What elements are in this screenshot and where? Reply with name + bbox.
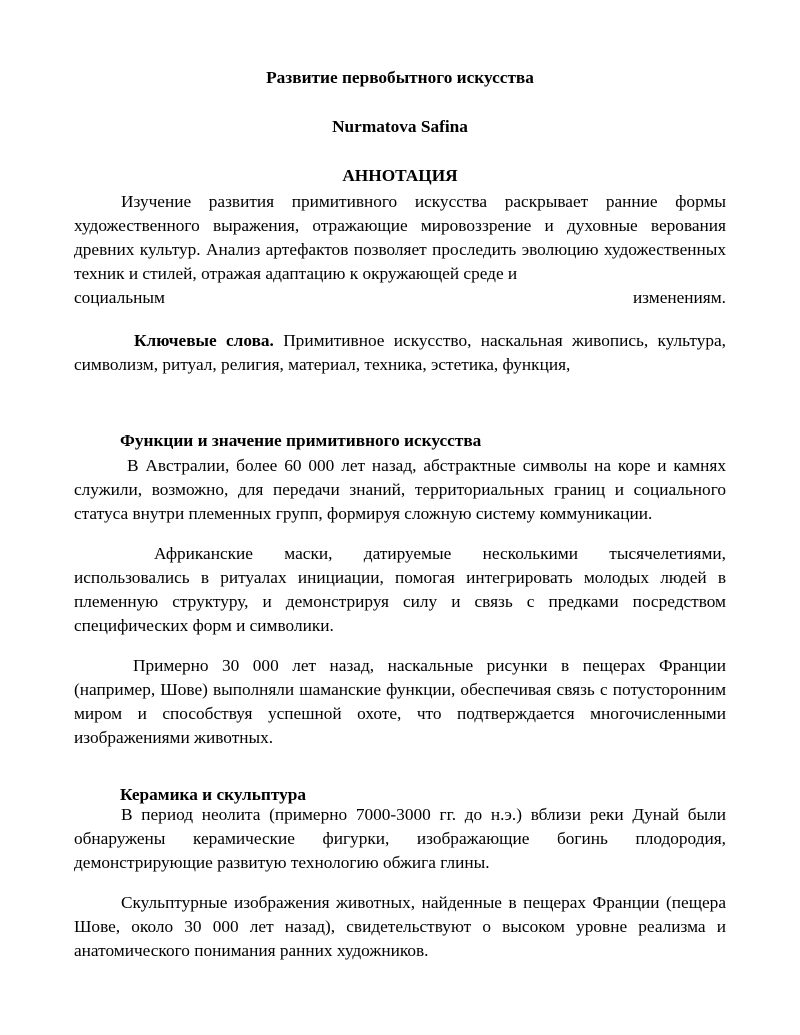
abstract-paragraph: [74, 190, 726, 286]
abstract-text: Изучение развития примитивного искусства раскрывает ранние формы художественного выражения, отражающие мировоззрение и духовные верования древних культур. Анализ артефактов позволяет проследить эволюцию художественных техник и стилей, отражая адаптацию к окружающей среде и: [74, 192, 726, 283]
abstract-last-right: изменениям.: [632, 288, 726, 307]
keywords-label: Ключевые слова.: [134, 331, 274, 350]
section2-paragraph-1: В период неолита (примерно 7000-3000 гг. до н.э.) вблизи реки Дунай были обнаружены керамические фигурки, изображающие богинь плодородия, демонстрирующие развитую технологию обжига глины.: [74, 805, 726, 872]
section1-paragraph-1: В Австралии, более 60 000 лет назад, абстрактные символы на коре и камнях служили, возможно, для передачи знаний, территориальных границ и социального статуса внутри племенных групп, формируя сложную систему коммуникации.: [74, 456, 726, 523]
document-title: Развитие первобытного искусства: [266, 68, 534, 87]
document-author: Nurmatova Safina: [332, 117, 468, 136]
keywords-paragraph: [74, 329, 726, 377]
abstract-last-line: [74, 286, 726, 310]
section2-heading: Керамика и скульптура: [120, 785, 306, 804]
keywords-text: Примитивное искусство, наскальная живопись, культура, символизм, ритуал, религия, материал, техника, эстетика, функция,: [74, 331, 726, 374]
section2-paragraph-2: Скульптурные изображения животных, найденные в пещерах Франции (пещера Шове, около 30 000 лет назад), свидетельствуют о высоком уровне реализма и анатомического понимания ранних художников.: [74, 893, 726, 960]
abstract-last-left: социальным: [74, 288, 165, 307]
section1-heading: Функции и значение примитивного искусства: [120, 431, 482, 450]
section1-paragraph-2: Африканские маски, датируемые несколькими тысячелетиями, использовались в ритуалах инициации, помогая интегрировать молодых людей в племенную структуру, и демонстрируя силу и связь с предками посредством специфических форм и символики.: [74, 544, 726, 635]
section1-paragraph-3: Примерно 30 000 лет назад, наскальные рисунки в пещерах Франции (например, Шове) выполняли шаманские функции, обеспечивая связь с потусторонним миром и способствуя успешной охоте, что подтверждается многочисленными изображениями животных.: [74, 656, 726, 747]
abstract-heading: АННОТАЦИЯ: [342, 166, 458, 185]
